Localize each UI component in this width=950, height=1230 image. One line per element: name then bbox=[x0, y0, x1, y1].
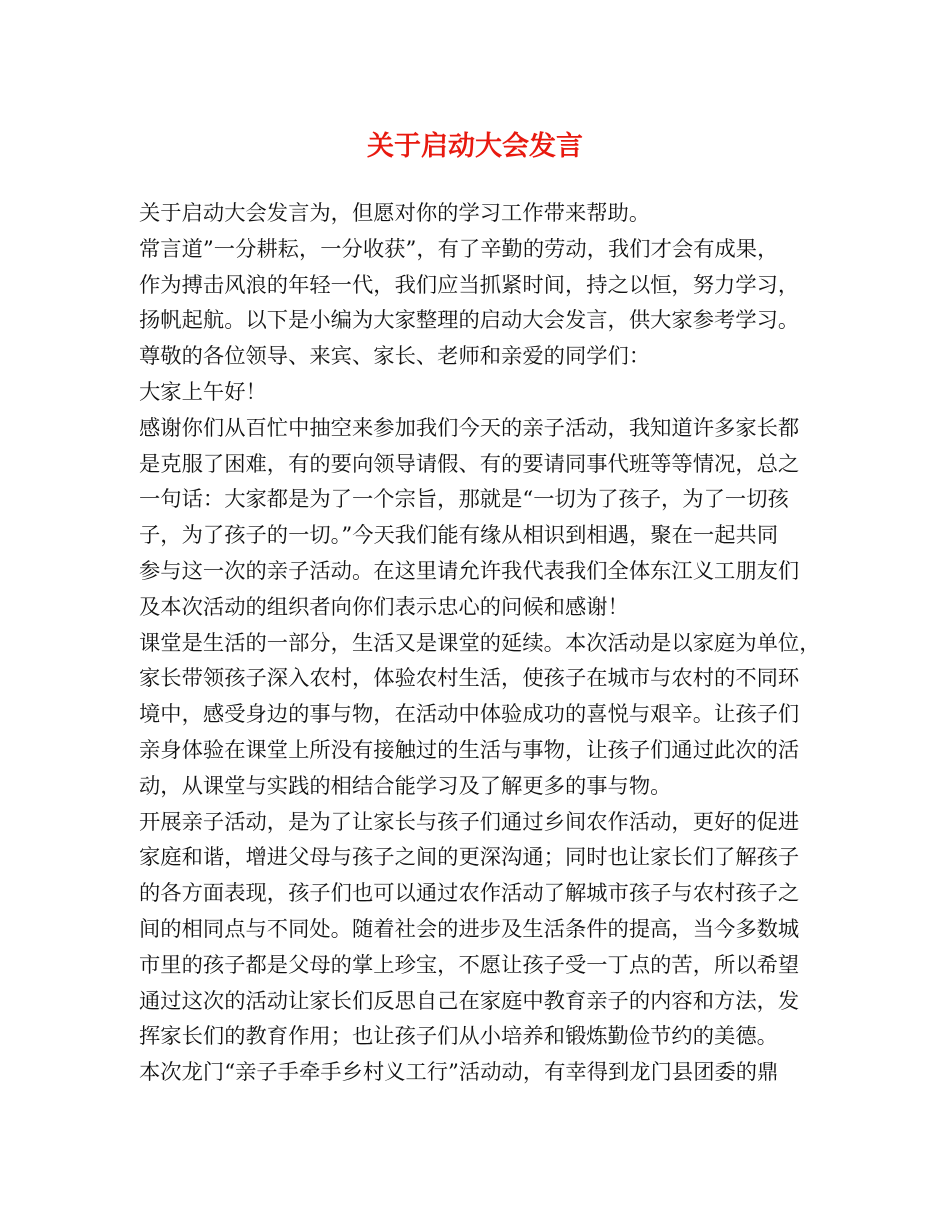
text-line: 间的相同点与不同处。随着社会的进步及生活条件的提高，当今多数城 bbox=[139, 916, 800, 942]
text-line: 亲身体验在课堂上所没有接触过的生活与事物，让孩子们通过此次的活 bbox=[139, 737, 800, 763]
text-line: 通过这次的活动让家长们反思自己在家庭中教育亲子的内容和方法，发 bbox=[139, 988, 800, 1014]
document-body bbox=[139, 196, 829, 1091]
text-line: 扬帆起航。以下是小编为大家整理的启动大会发言，供大家参考学习。 bbox=[139, 308, 800, 334]
text-line: 开展亲子活动，是为了让家长与孩子们通过乡间农作活动，更好的促进 bbox=[139, 809, 800, 835]
text-line: 及本次活动的组织者向你们表示忠心的问候和感谢！ bbox=[139, 594, 629, 620]
text-line: 挥家长们的教育作用；也让孩子们从小培养和锻炼勤俭节约的美德。 bbox=[139, 1024, 778, 1050]
text-line: 课堂是生活的一部分，生活又是课堂的延续。本次活动是以家庭为单位， bbox=[139, 630, 821, 656]
text-line: 是克服了困难，有的要向领导请假、有的要请同事代班等等情况，总之 bbox=[139, 451, 800, 477]
text-line: 动，从课堂与实践的相结合能学习及了解更多的事与物。 bbox=[139, 773, 672, 799]
text-line: 家庭和谐，增进父母与孩子之间的更深沟通；同时也让家长们了解孩子 bbox=[139, 845, 800, 871]
text-line: 参与这一次的亲子活动。在这里请允许我代表我们全体东江义工朋友们 bbox=[139, 558, 800, 584]
text-line: 大家上午好！ bbox=[139, 379, 267, 405]
text-line: 境中，感受身边的事与物，在活动中体验成功的喜悦与艰辛。让孩子们 bbox=[139, 702, 800, 728]
text-line: 子，为了孩子的一切。”今天我们能有缘从相识到相遇，聚在一起共同 bbox=[139, 523, 779, 549]
text-line: 家长带领孩子深入农村，体验农村生活，使孩子在城市与农村的不同环 bbox=[139, 666, 800, 692]
text-line: 一句话：大家都是为了一个宗旨，那就是“一切为了孩子，为了一切孩 bbox=[139, 487, 789, 513]
text-line: 关于启动大会发言为，但愿对你的学习工作带来帮助。 bbox=[139, 201, 651, 226]
text-line: 作为搏击风浪的年轻一代，我们应当抓紧时间，持之以恒，努力学习， bbox=[139, 272, 800, 298]
text-line: 本次龙门“亲子手牵手乡村义工行”活动动，有幸得到龙门县团委的鼎 bbox=[139, 1060, 779, 1086]
text-line: 感谢你们从百忙中抽空来参加我们今天的亲子活动，我知道许多家长都 bbox=[139, 415, 800, 441]
document-title: 关于启动大会发言 bbox=[367, 131, 583, 162]
text-line: 市里的孩子都是父母的掌上珍宝，不愿让孩子受一丁点的苦，所以希望 bbox=[139, 952, 800, 978]
text-line: 常言道”一分耕耘，一分收获”，有了辛勤的劳动，我们才会有成果， bbox=[139, 236, 779, 262]
text-line: 尊敬的各位领导、来宾、家长、老师和亲爱的同学们： bbox=[139, 344, 651, 370]
text-line: 的各方面表现，孩子们也可以通过农作活动了解城市孩子与农村孩子之 bbox=[139, 881, 800, 907]
